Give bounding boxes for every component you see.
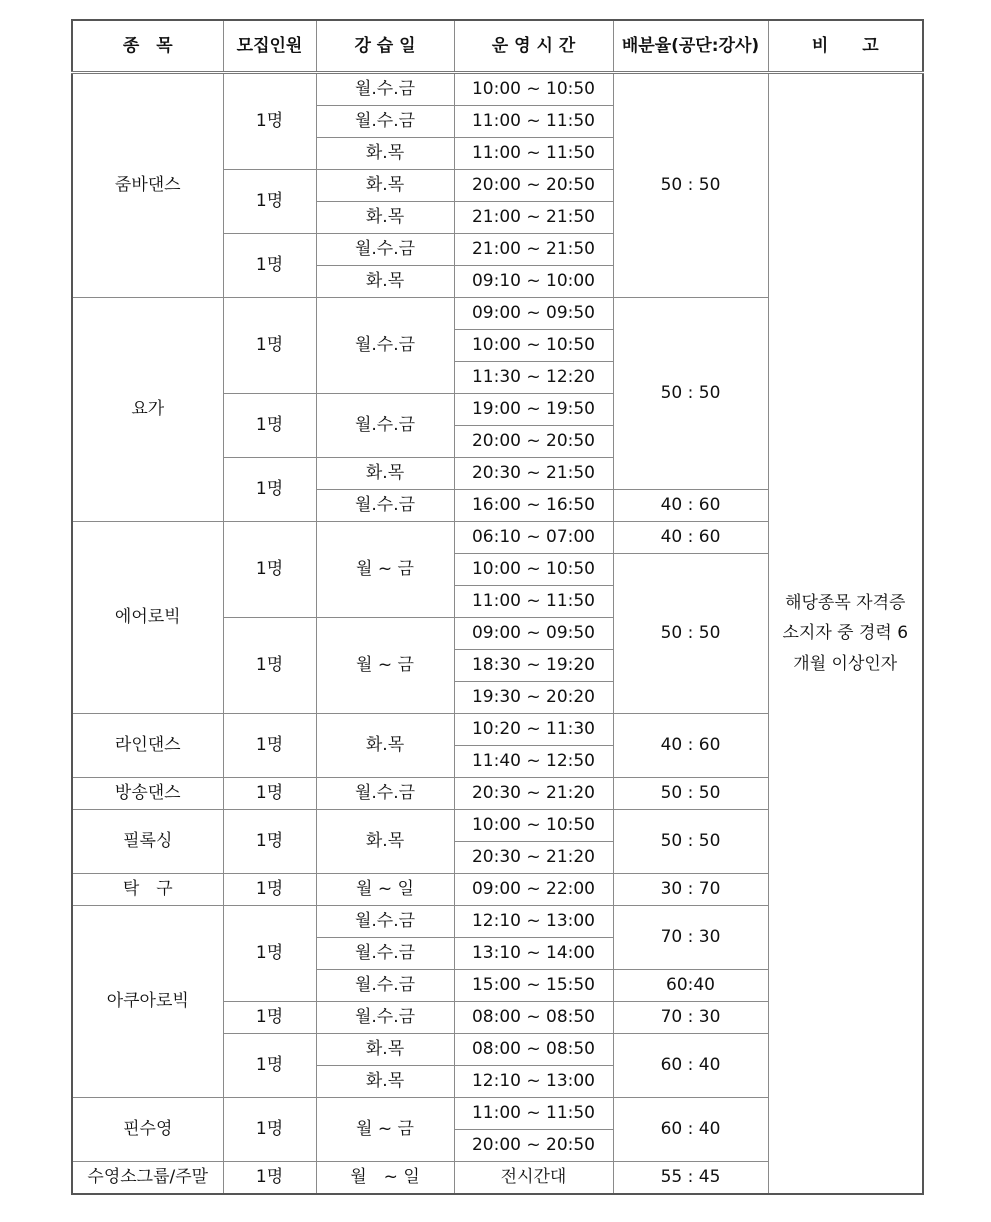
time-cell: 10:20 ~ 11:30 — [454, 714, 613, 746]
days-cell: 월.수.금 — [316, 490, 454, 522]
time-cell: 11:00 ~ 11:50 — [454, 1098, 613, 1130]
count-cell: 1명 — [223, 73, 316, 170]
ratio-cell: 40 : 60 — [613, 490, 768, 522]
time-cell: 08:00 ~ 08:50 — [454, 1034, 613, 1066]
days-cell: 월 ~ 금 — [316, 1098, 454, 1162]
sport-cell: 에어로빅 — [72, 522, 223, 714]
ratio-cell: 60:40 — [613, 970, 768, 1002]
schedule-table — [71, 19, 924, 1195]
time-cell: 11:30 ~ 12:20 — [454, 362, 613, 394]
time-cell: 12:10 ~ 13:00 — [454, 1066, 613, 1098]
time-cell: 20:30 ~ 21:50 — [454, 458, 613, 490]
time-cell: 13:10 ~ 14:00 — [454, 938, 613, 970]
time-cell: 18:30 ~ 19:20 — [454, 650, 613, 682]
time-cell: 10:00 ~ 10:50 — [454, 73, 613, 106]
count-cell: 1명 — [223, 618, 316, 714]
time-cell: 전시간대 — [454, 1162, 613, 1195]
count-cell: 1명 — [223, 170, 316, 234]
count-cell: 1명 — [223, 522, 316, 618]
count-cell: 1명 — [223, 394, 316, 458]
ratio-cell: 30 : 70 — [613, 874, 768, 906]
note-cell: 해당종목 자격증 소지자 중 경력 6개월 이상인자 — [768, 73, 923, 1195]
count-cell: 1명 — [223, 874, 316, 906]
header-sport: 종 목 — [72, 20, 223, 73]
count-cell: 1명 — [223, 810, 316, 874]
ratio-cell: 40 : 60 — [613, 522, 768, 554]
days-cell: 화.목 — [316, 1034, 454, 1066]
sport-cell: 핀수영 — [72, 1098, 223, 1162]
count-cell: 1명 — [223, 906, 316, 1002]
sport-cell: 수영소그룹/주말 — [72, 1162, 223, 1195]
count-cell: 1명 — [223, 714, 316, 778]
days-cell: 월.수.금 — [316, 106, 454, 138]
time-cell: 20:00 ~ 20:50 — [454, 170, 613, 202]
days-cell: 월 ~ 금 — [316, 618, 454, 714]
ratio-cell: 40 : 60 — [613, 714, 768, 778]
time-cell: 19:00 ~ 19:50 — [454, 394, 613, 426]
days-cell: 화.목 — [316, 170, 454, 202]
days-cell: 월.수.금 — [316, 906, 454, 938]
count-cell: 1명 — [223, 458, 316, 522]
sport-cell: 방송댄스 — [72, 778, 223, 810]
days-cell: 화.목 — [316, 202, 454, 234]
days-cell: 화.목 — [316, 138, 454, 170]
header-days: 강 습 일 — [316, 20, 454, 73]
header-row — [72, 20, 923, 73]
header-ratio: 배분율(공단:강사) — [613, 20, 768, 73]
header-count: 모집인원 — [223, 20, 316, 73]
time-cell: 10:00 ~ 10:50 — [454, 810, 613, 842]
ratio-cell: 60 : 40 — [613, 1098, 768, 1162]
sport-cell: 라인댄스 — [72, 714, 223, 778]
days-cell: 화.목 — [316, 810, 454, 874]
time-cell: 11:00 ~ 11:50 — [454, 586, 613, 618]
time-cell: 21:00 ~ 21:50 — [454, 234, 613, 266]
count-cell: 1명 — [223, 234, 316, 298]
days-cell: 화.목 — [316, 266, 454, 298]
time-cell: 20:30 ~ 21:20 — [454, 778, 613, 810]
time-cell: 19:30 ~ 20:20 — [454, 682, 613, 714]
time-cell: 20:00 ~ 20:50 — [454, 1130, 613, 1162]
time-cell: 16:00 ~ 16:50 — [454, 490, 613, 522]
ratio-cell: 60 : 40 — [613, 1034, 768, 1098]
sport-cell: 아쿠아로빅 — [72, 906, 223, 1098]
time-cell: 20:30 ~ 21:20 — [454, 842, 613, 874]
days-cell: 월.수.금 — [316, 73, 454, 106]
days-cell: 월.수.금 — [316, 234, 454, 266]
ratio-cell: 50 : 50 — [613, 554, 768, 714]
count-cell: 1명 — [223, 298, 316, 394]
sport-cell: 탁 구 — [72, 874, 223, 906]
ratio-cell: 50 : 50 — [613, 73, 768, 298]
time-cell: 15:00 ~ 15:50 — [454, 970, 613, 1002]
days-cell: 화.목 — [316, 714, 454, 778]
days-cell: 화.목 — [316, 1066, 454, 1098]
time-cell: 21:00 ~ 21:50 — [454, 202, 613, 234]
time-cell: 10:00 ~ 10:50 — [454, 554, 613, 586]
ratio-cell: 50 : 50 — [613, 778, 768, 810]
days-cell: 월.수.금 — [316, 970, 454, 1002]
table-row — [72, 73, 923, 106]
days-cell: 월.수.금 — [316, 298, 454, 394]
count-cell: 1명 — [223, 1002, 316, 1034]
ratio-cell: 50 : 50 — [613, 810, 768, 874]
days-cell: 월.수.금 — [316, 1002, 454, 1034]
days-cell: 월 ~ 금 — [316, 522, 454, 618]
header-note: 비 고 — [768, 20, 923, 73]
time-cell: 08:00 ~ 08:50 — [454, 1002, 613, 1034]
time-cell: 09:00 ~ 09:50 — [454, 618, 613, 650]
time-cell: 12:10 ~ 13:00 — [454, 906, 613, 938]
sport-cell: 줌바댄스 — [72, 73, 223, 298]
time-cell: 11:00 ~ 11:50 — [454, 138, 613, 170]
header-time: 운 영 시 간 — [454, 20, 613, 73]
sport-cell: 필록싱 — [72, 810, 223, 874]
time-cell: 10:00 ~ 10:50 — [454, 330, 613, 362]
ratio-cell: 70 : 30 — [613, 1002, 768, 1034]
sport-cell: 요가 — [72, 298, 223, 522]
days-cell: 화.목 — [316, 458, 454, 490]
ratio-cell: 70 : 30 — [613, 906, 768, 970]
count-cell: 1명 — [223, 1162, 316, 1195]
count-cell: 1명 — [223, 1098, 316, 1162]
days-cell: 월.수.금 — [316, 938, 454, 970]
count-cell: 1명 — [223, 1034, 316, 1098]
ratio-cell: 55 : 45 — [613, 1162, 768, 1195]
time-cell: 09:10 ~ 10:00 — [454, 266, 613, 298]
days-cell: 월.수.금 — [316, 778, 454, 810]
time-cell: 11:40 ~ 12:50 — [454, 746, 613, 778]
days-cell: 월 ~ 일 — [316, 1162, 454, 1195]
time-cell: 20:00 ~ 20:50 — [454, 426, 613, 458]
days-cell: 월.수.금 — [316, 394, 454, 458]
count-cell: 1명 — [223, 778, 316, 810]
time-cell: 09:00 ~ 22:00 — [454, 874, 613, 906]
days-cell: 월 ~ 일 — [316, 874, 454, 906]
ratio-cell: 50 : 50 — [613, 298, 768, 490]
table-body — [72, 73, 923, 1195]
time-cell: 11:00 ~ 11:50 — [454, 106, 613, 138]
time-cell: 09:00 ~ 09:50 — [454, 298, 613, 330]
time-cell: 06:10 ~ 07:00 — [454, 522, 613, 554]
